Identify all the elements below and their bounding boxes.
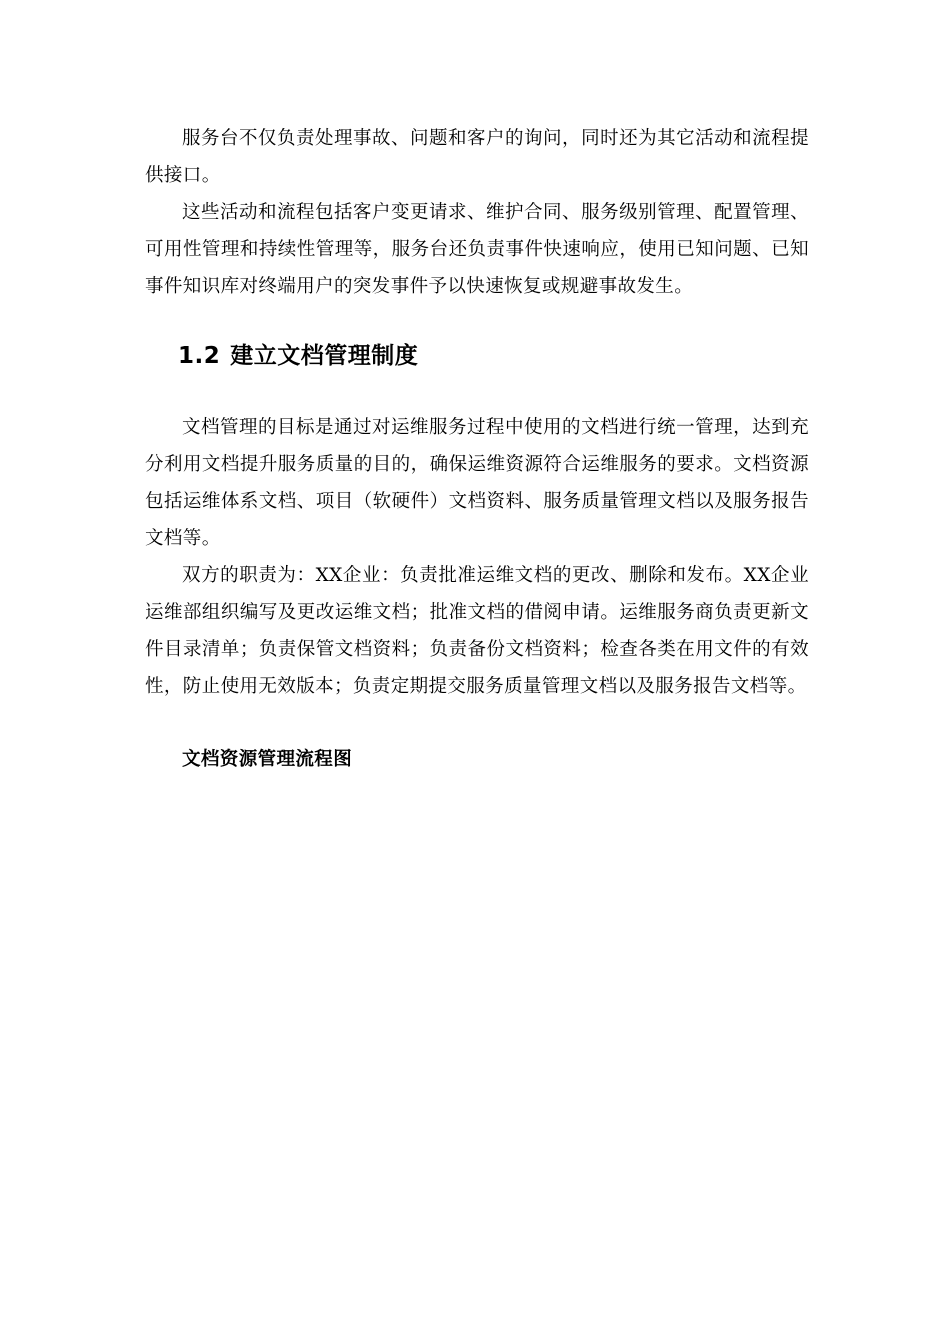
figure-caption: 文档资源管理流程图 bbox=[182, 749, 353, 770]
section-heading bbox=[178, 336, 418, 376]
paragraph-service-desk-interfaces: 服务台不仅负责处理事故、问题和客户的询问，同时还为其它活动和流程提供接口。 bbox=[145, 128, 809, 186]
section-number: 1.2 bbox=[178, 343, 221, 369]
section-title: 建立文档管理制度 bbox=[230, 343, 419, 369]
paragraph-service-desk-activities: 这些活动和流程包括客户变更请求、维护合同、服务级别管理、配置管理、可用性管理和持续性管理等，服务台还负责事件快速响应，使用已知问题、已知事件知识库对终端用户的突发事件予以快速恢复或规避事故发生。 bbox=[145, 202, 809, 297]
paragraph-responsibilities: 双方的职责为：XX企业：负责批准运维文档的更改、删除和发布。XX企业运维部组织编写及更改运维文档；批准文档的借阅申请。运维服务商负责更新文件目录清单；负责保管文档资料；负责备份文档资料；检查各类在用文件的有效性，防止使用无效版本；负责定期提交服务质量管理文档以及服务报告文档等。 bbox=[145, 565, 809, 697]
paragraph-document-management-goal: 文档管理的目标是通过对运维服务过程中使用的文档进行统一管理，达到充分利用文档提升服务质量的目的，确保运维资源符合运维服务的要求。文档资源包括运维体系文档、项目（软硬件）文档资料、服务质量管理文档以及服务报告文档等。 bbox=[145, 417, 809, 549]
